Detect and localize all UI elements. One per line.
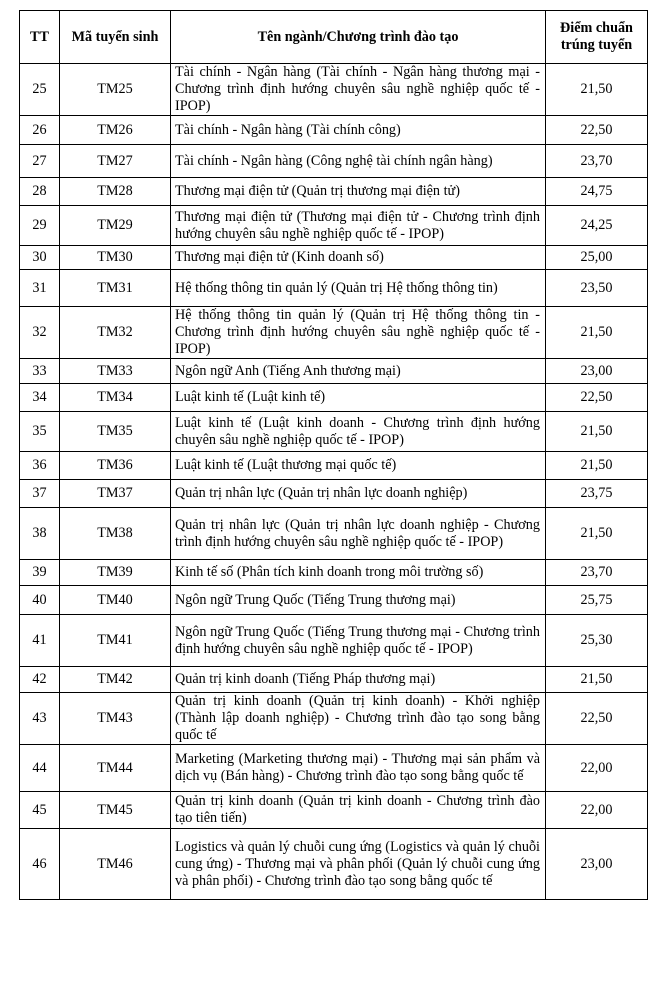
table-row	[20, 667, 648, 693]
row-name: Tài chính - Ngân hàng (Tài chính - Ngân hàng thương mại - Chương trình định hướng chuyên sâu nghề nghiệp quốc tế - IPOP)	[171, 64, 546, 116]
table-row	[20, 745, 648, 792]
header-score: Điểm chuẩn trúng tuyển	[546, 11, 648, 64]
row-score: 23,50	[546, 270, 648, 307]
table-row	[20, 206, 648, 246]
row-code: TM45	[60, 792, 171, 829]
row-tt: 43	[20, 693, 60, 745]
row-name: Hệ thống thông tin quản lý (Quản trị Hệ thống thông tin)	[171, 270, 546, 307]
row-code: TM42	[60, 667, 171, 693]
row-score: 21,50	[546, 64, 648, 116]
row-score: 25,30	[546, 615, 648, 667]
row-code: TM25	[60, 64, 171, 116]
row-tt: 33	[20, 359, 60, 384]
table-row	[20, 586, 648, 615]
row-name: Ngôn ngữ Anh (Tiếng Anh thương mại)	[171, 359, 546, 384]
row-score: 24,75	[546, 178, 648, 206]
row-name: Quản trị kinh doanh (Tiếng Pháp thương mại)	[171, 667, 546, 693]
row-score: 24,25	[546, 206, 648, 246]
row-score: 23,00	[546, 829, 648, 900]
table-body	[20, 64, 648, 900]
table-row	[20, 246, 648, 270]
row-score: 22,50	[546, 116, 648, 145]
row-code: TM46	[60, 829, 171, 900]
row-name: Marketing (Marketing thương mại) - Thương mại sản phẩm và dịch vụ (Bán hàng) - Chương trình đào tạo song bằng quốc tế	[171, 745, 546, 792]
row-tt: 36	[20, 452, 60, 480]
row-score: 23,75	[546, 480, 648, 508]
row-code: TM35	[60, 412, 171, 452]
table-row	[20, 560, 648, 586]
row-tt: 28	[20, 178, 60, 206]
table-row	[20, 145, 648, 178]
row-code: TM36	[60, 452, 171, 480]
row-tt: 41	[20, 615, 60, 667]
row-score: 25,00	[546, 246, 648, 270]
row-score: 21,50	[546, 508, 648, 560]
row-tt: 30	[20, 246, 60, 270]
row-tt: 32	[20, 307, 60, 359]
row-tt: 25	[20, 64, 60, 116]
row-tt: 29	[20, 206, 60, 246]
row-name: Quản trị nhân lực (Quản trị nhân lực doanh nghiệp - Chương trình định hướng chuyên sâu nghề nghiệp quốc tế - IPOP)	[171, 508, 546, 560]
row-name: Luật kinh tế (Luật thương mại quốc tế)	[171, 452, 546, 480]
row-tt: 46	[20, 829, 60, 900]
row-name: Ngôn ngữ Trung Quốc (Tiếng Trung thương mại - Chương trình định hướng chuyên sâu nghề nghiệp quốc tế - IPOP)	[171, 615, 546, 667]
row-name: Tài chính - Ngân hàng (Công nghệ tài chính ngân hàng)	[171, 145, 546, 178]
row-code: TM32	[60, 307, 171, 359]
table-row	[20, 270, 648, 307]
table-row	[20, 412, 648, 452]
row-name: Quản trị kinh doanh (Quản trị kinh doanh - Chương trình đào tạo tiên tiến)	[171, 792, 546, 829]
row-code: TM34	[60, 384, 171, 412]
table-row	[20, 116, 648, 145]
row-code: TM38	[60, 508, 171, 560]
row-code: TM39	[60, 560, 171, 586]
row-code: TM31	[60, 270, 171, 307]
row-score: 22,00	[546, 745, 648, 792]
row-code: TM33	[60, 359, 171, 384]
row-tt: 39	[20, 560, 60, 586]
table-row	[20, 615, 648, 667]
row-tt: 40	[20, 586, 60, 615]
table-row	[20, 480, 648, 508]
row-name: Kinh tế số (Phân tích kinh doanh trong môi trường số)	[171, 560, 546, 586]
row-name: Thương mại điện tử (Quản trị thương mại điện tử)	[171, 178, 546, 206]
row-name: Quản trị nhân lực (Quản trị nhân lực doanh nghiệp)	[171, 480, 546, 508]
row-name: Thương mại điện tử (Thương mại điện tử - Chương trình định hướng chuyên sâu nghề nghiệp quốc tế - IPOP)	[171, 206, 546, 246]
row-code: TM37	[60, 480, 171, 508]
table-row	[20, 384, 648, 412]
header-tt: TT	[20, 11, 60, 64]
row-tt: 45	[20, 792, 60, 829]
table-row	[20, 792, 648, 829]
table-row	[20, 64, 648, 116]
row-name: Quản trị kinh doanh (Quản trị kinh doanh) - Khởi nghiệp (Thành lập doanh nghiệp) - Chương trình đào tạo song bằng quốc tế	[171, 693, 546, 745]
row-tt: 44	[20, 745, 60, 792]
row-score: 22,50	[546, 693, 648, 745]
row-name: Logistics và quản lý chuỗi cung ứng (Logistics và quản lý chuỗi cung ứng) - Thương mại và phân phối (Quản lý chuỗi cung ứng và phân phối) - Chương trình đào tạo song bằng quốc tế	[171, 829, 546, 900]
row-code: TM44	[60, 745, 171, 792]
row-code: TM30	[60, 246, 171, 270]
row-code: TM43	[60, 693, 171, 745]
table-row	[20, 693, 648, 745]
row-score: 21,50	[546, 667, 648, 693]
row-name: Luật kinh tế (Luật kinh tế)	[171, 384, 546, 412]
row-score: 25,75	[546, 586, 648, 615]
header-row	[20, 11, 648, 64]
row-tt: 26	[20, 116, 60, 145]
row-name: Thương mại điện tử (Kinh doanh số)	[171, 246, 546, 270]
row-score: 22,00	[546, 792, 648, 829]
row-code: TM27	[60, 145, 171, 178]
table-row	[20, 307, 648, 359]
row-tt: 38	[20, 508, 60, 560]
row-code: TM40	[60, 586, 171, 615]
table-row	[20, 829, 648, 900]
row-score: 21,50	[546, 412, 648, 452]
row-score: 23,70	[546, 145, 648, 178]
row-code: TM41	[60, 615, 171, 667]
table-row	[20, 178, 648, 206]
row-tt: 27	[20, 145, 60, 178]
table-row	[20, 508, 648, 560]
row-name: Luật kinh tế (Luật kinh doanh - Chương trình định hướng chuyên sâu nghề nghiệp quốc tế - IPOP)	[171, 412, 546, 452]
row-score: 23,00	[546, 359, 648, 384]
row-code: TM29	[60, 206, 171, 246]
table-row	[20, 359, 648, 384]
row-name: Ngôn ngữ Trung Quốc (Tiếng Trung thương mại)	[171, 586, 546, 615]
row-name: Tài chính - Ngân hàng (Tài chính công)	[171, 116, 546, 145]
admission-table-wrapper	[19, 10, 648, 900]
row-code: TM26	[60, 116, 171, 145]
row-score: 22,50	[546, 384, 648, 412]
header-name: Tên ngành/Chương trình đào tạo	[171, 11, 546, 64]
row-score: 21,50	[546, 307, 648, 359]
row-code: TM28	[60, 178, 171, 206]
row-score: 21,50	[546, 452, 648, 480]
row-tt: 35	[20, 412, 60, 452]
row-tt: 31	[20, 270, 60, 307]
admission-score-table	[19, 10, 648, 900]
row-name: Hệ thống thông tin quản lý (Quản trị Hệ thống thông tin - Chương trình định hướng chuyên sâu nghề nghiệp quốc tế - IPOP)	[171, 307, 546, 359]
row-tt: 34	[20, 384, 60, 412]
table-row	[20, 452, 648, 480]
header-code: Mã tuyển sinh	[60, 11, 171, 64]
row-tt: 42	[20, 667, 60, 693]
row-score: 23,70	[546, 560, 648, 586]
table-header	[20, 11, 648, 64]
row-tt: 37	[20, 480, 60, 508]
